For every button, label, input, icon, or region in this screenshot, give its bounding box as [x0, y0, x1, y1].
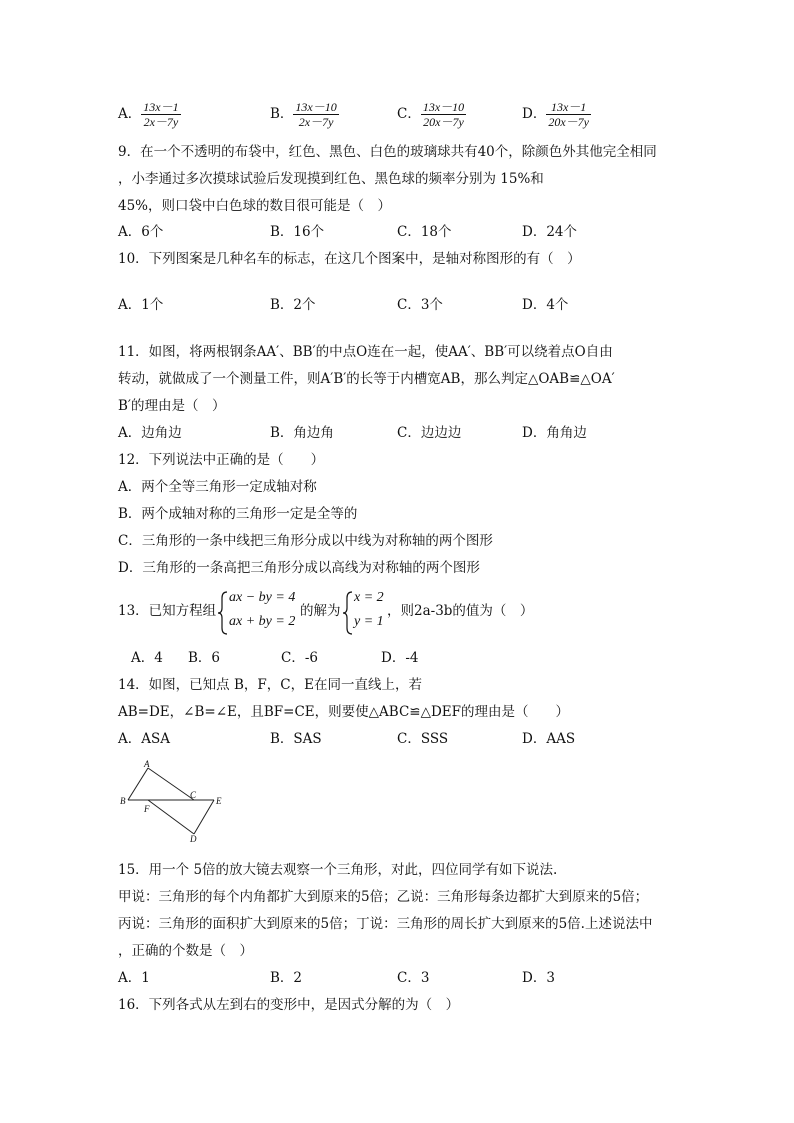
q13-mid-text: 的解为 — [300, 603, 341, 619]
q13-solution-y: y = 1 — [354, 614, 384, 629]
q9-option-d: D．24个 — [522, 224, 578, 240]
q13-prefix: 13．已知方程组 — [118, 603, 217, 619]
q10-stem: 10．下列图案是几种名车的标志，在这几个图案中，是轴对称图形的有（ ） — [118, 251, 581, 267]
q14-stem-line2: AB=DE，∠B=∠E，且BF=CE，则要使△ABC≌△DEF的理由是（ ） — [118, 704, 570, 720]
q12-option-d: D．三角形的一条高把三角形分成以高线为对称轴的两个图形 — [118, 560, 480, 576]
q9-stem-line1: 9．在一个不透明的布袋中，红色、黑色、白色的玻璃球共有40个，除颜色外其他完全相同 — [118, 144, 657, 160]
q16-stem: 16．下列各式从左到右的变形中，是因式分解的为（ ） — [118, 997, 460, 1013]
q13-suffix: ，则2a-3b的值为（ ） — [387, 603, 534, 619]
q13-option-d: D．-4 — [381, 650, 419, 666]
q8-option-b: B． $\frac{13x-10}{2x-7y}$ — [270, 100, 337, 129]
q9-option-a: A．6个 — [118, 224, 164, 240]
q11-stem-line1: 11．如图，将两根钢条AA′、BB′的中点O连在一起，使AA′、BB′可以绕着点O自由 — [118, 344, 613, 360]
q9-stem-line2: ，小李通过多次摸球试验后发现摸到红色、黑色球的频率分别为 15%和 — [118, 171, 544, 187]
q9-option-c: C．18个 — [397, 224, 452, 240]
label-e: E — [216, 796, 222, 806]
q15-option-a: A．1 — [118, 970, 150, 986]
q15-stem-line4: ，正确的个数是（ ） — [118, 943, 253, 959]
q13-option-a: A．4 — [131, 650, 163, 666]
label-b: B — [120, 796, 126, 806]
label-d: D — [190, 834, 197, 842]
q10-option-c: C．3个 — [397, 297, 443, 313]
q11-stem-line2: 转动，就做成了一个测量工件，则A′B′的长等于内槽宽AB，那么判定△OAB≌△OA′ — [118, 371, 615, 387]
q12-option-b: B．两个成轴对称的三角形一定是全等的 — [118, 506, 358, 522]
q10-option-a: A．1个 — [118, 297, 164, 313]
fraction: $\frac{13x-10}{2x-7y}$ — [295, 100, 337, 129]
q14-option-c: C．SSS — [397, 731, 449, 747]
q13-option-b: B．6 — [188, 650, 221, 666]
q8-option-a: A． $\frac{13x-1}{2x-7y}$ — [118, 100, 179, 129]
q8-option-d: D． $\frac{13x-1}{20x-7y}$ — [522, 100, 589, 129]
q9-option-b: B．16个 — [270, 224, 325, 240]
q11-option-d: D．角角边 — [522, 425, 587, 441]
q14-option-b: B．SAS — [270, 731, 322, 747]
q11-option-b: B．角边角 — [270, 425, 334, 441]
q15-stem-line3: 丙说：三角形的面积扩大到原来的5倍；丁说：三角形的周长扩大到原来的5倍.上述说法中 — [118, 916, 653, 932]
q12-option-c: C．三角形的一条中线把三角形分成以中线为对称轴的两个图形 — [118, 533, 493, 549]
q14-option-d: D．AAS — [522, 731, 576, 747]
q15-option-b: B．2 — [270, 970, 303, 986]
q13-equation-1: ax − by = 4 — [229, 590, 296, 605]
q13-solution-x: x = 2 — [354, 590, 384, 605]
label-a: A — [144, 760, 150, 769]
q8-option-c: C． $\frac{13x-10}{20x-7y}$ — [397, 100, 465, 129]
q12-stem: 12．下列说法中正确的是（ ） — [118, 452, 325, 468]
q12-option-a: A．两个全等三角形一定成轴对称 — [118, 479, 317, 495]
q10-option-d: D．4个 — [522, 297, 569, 313]
q14-stem-line1: 14．如图，已知点 B，F，C，E在同一直线上，若 — [118, 677, 422, 693]
q9-stem-line3: 45%，则口袋中白色球的数目很可能是（ ） — [118, 198, 392, 214]
q11-option-c: C．边边边 — [397, 425, 462, 441]
q13-option-c: C．-6 — [281, 650, 318, 666]
q15-option-d: D．3 — [522, 970, 555, 986]
q15-stem-line2: 甲说：三角形的每个内角都扩大到原来的5倍；乙说：三角形每条边都扩大到原来的5倍； — [118, 889, 649, 905]
q13-equation-2: ax + by = 2 — [229, 614, 296, 629]
fraction: $\frac{13x-1}{2x-7y}$ — [143, 100, 179, 129]
q10-option-b: B．2个 — [270, 297, 316, 313]
q15-stem-line1: 15．用一个 5倍的放大镜去观察一个三角形，对此，四位同学有如下说法. — [118, 862, 558, 878]
triangles-figure — [118, 760, 228, 842]
label-c: C — [190, 790, 197, 800]
q14-option-a: A．ASA — [118, 731, 170, 747]
q15-option-c: C．3 — [397, 970, 430, 986]
fraction: $\frac{13x-10}{20x-7y}$ — [422, 100, 465, 129]
label-f: F — [144, 804, 150, 814]
q11-stem-line3: B′的理由是（ ） — [118, 398, 226, 414]
q11-option-a: A．边角边 — [118, 425, 182, 441]
fraction: $\frac{13x-1}{20x-7y}$ — [548, 100, 589, 129]
